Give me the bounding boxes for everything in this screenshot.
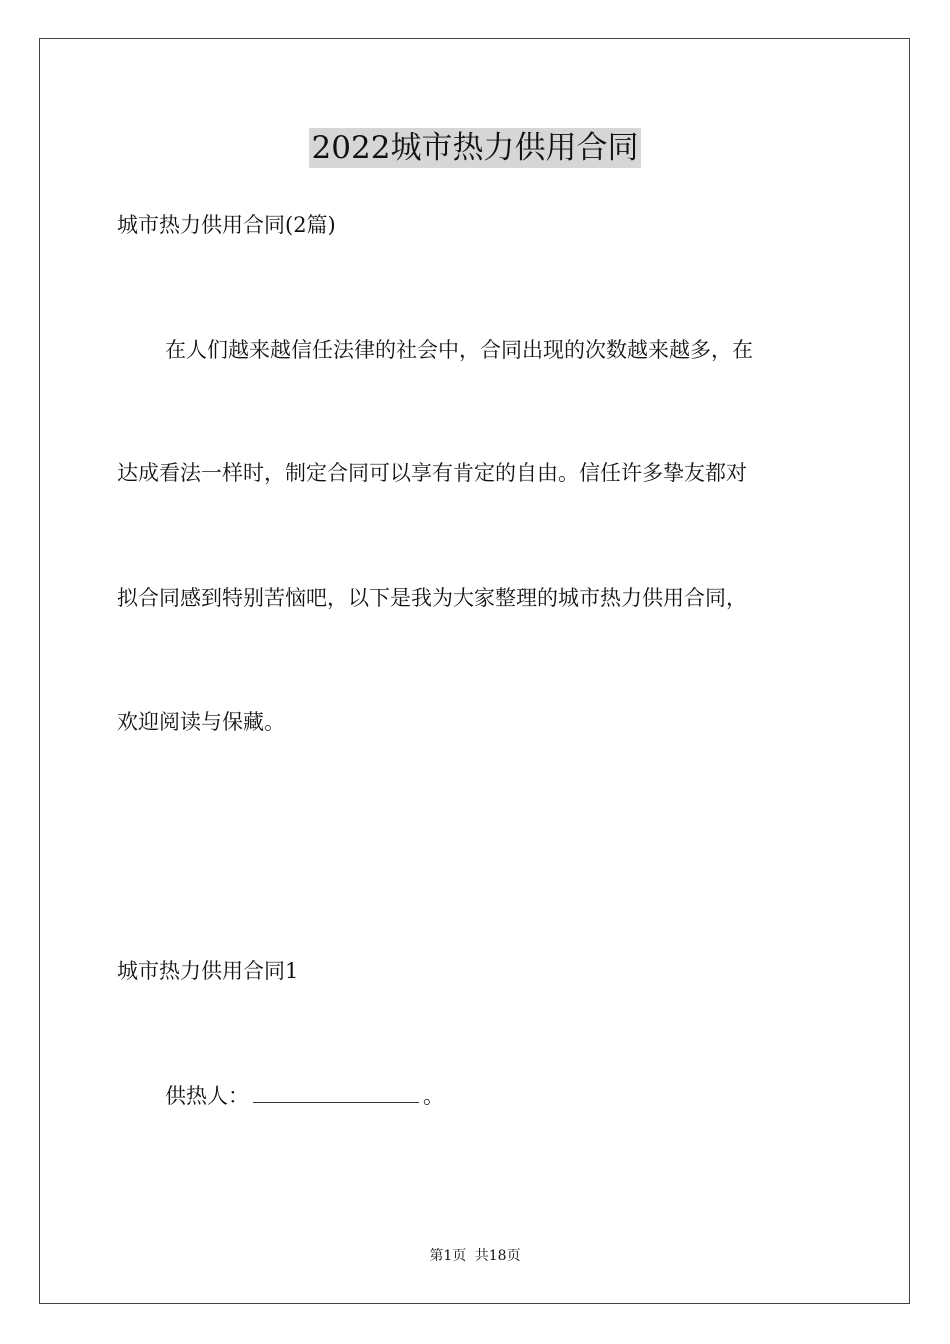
intro-line-4: 欢迎阅读与保藏。 — [117, 710, 285, 734]
section-heading: 城市热力供用合同1 — [117, 959, 299, 983]
intro-line-2: 达成看法一样时，制定合同可以享有肯定的自由。信任许多挚友都对 — [117, 461, 747, 485]
heat-supplier-row — [165, 1082, 444, 1110]
page-footer — [0, 1247, 950, 1265]
heat-supplier-label: 供热人： — [165, 1084, 249, 1108]
page-number-current: 第1页 — [429, 1248, 467, 1264]
document-title: 2022城市热力供用合同 — [309, 128, 642, 168]
intro-line-3: 拟合同感到特别苦恼吧，以下是我为大家整理的城市热力供用合同， — [117, 586, 747, 610]
intro-line-1: 在人们越来越信任法律的社会中，合同出现的次数越来越多，在 — [165, 338, 753, 362]
heat-supplier-end: 。 — [423, 1084, 444, 1108]
document-title-wrap — [0, 128, 950, 168]
heat-supplier-blank — [253, 1084, 419, 1103]
page-number-total: 共18页 — [474, 1248, 521, 1264]
document-subtitle: 城市热力供用合同(2篇) — [117, 213, 336, 237]
